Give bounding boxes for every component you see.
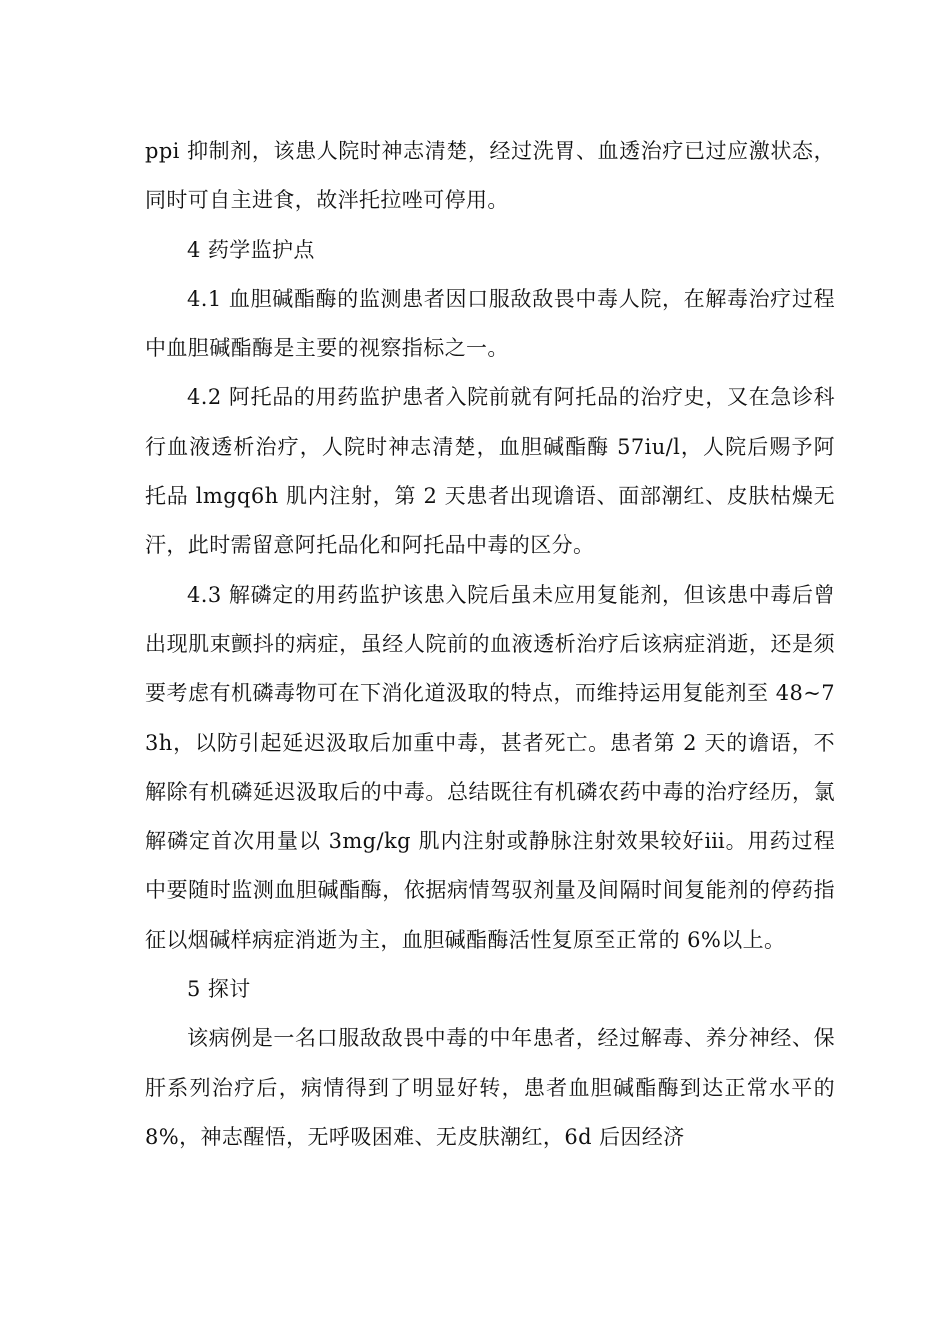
paragraph-atropine-monitoring: 4.2 阿托品的用药监护患者入院前就有阿托品的治疗史，又在急诊科行血液透析治疗，人院时神志清楚，血胆碱酯酶 57iu/l，人院后赐予阿托品 lmgq6h 肌内注射，第 2 天患者出现谵语、面部潮红、皮肤枯燥无汗，此时需留意阿托品化和阿托品中毒的区分。 [145, 385, 835, 558]
paragraph-pralidoxime-monitoring: 4.3 解磷定的用药监护该患入院后虽未应用复能剂，但该患中毒后曾出现肌束颤抖的病症，虽经人院前的血液透析治疗后该病症消逝，还是须要考虑有机磷毒物可在下消化道汲取的特点，而维持运用复能剂至 48~73h，以防引起延迟汲取后加重中毒，甚者死亡。患者第 2 天的谵语，不解除有机磷延迟汲取后的中毒。总结既往有机磷农药中毒的治疗经历，氯解磷定首次用量以 3mg/kg 肌内注射或静脉注射效果较好ⅲ。用药过程中要随时监测血胆碱酯酶，依据病情驾驭剂量及间隔时间复能剂的停药指征以烟碱样病症消逝为主，血胆碱酯酶活性复原至正常的 6%以上。 [145, 582, 835, 952]
heading-discussion: 5 探讨 [187, 977, 251, 1002]
heading-pharmacy-monitoring: 4 药学监护点 [187, 237, 315, 262]
paragraph-case-discussion: 该病例是一名口服敌敌畏中毒的中年患者，经过解毒、养分神经、保肝系列治疗后，病情得到了明显好转，患者血胆碱酯酶到达正常水平的 8%，神志醒悟，无呼吸困难、无皮肤潮红，6d 后因经济 [145, 1026, 835, 1149]
paragraph-ppi-inhibitor: ppi 抑制剂，该患人院时神志清楚，经过洗胃、血透治疗已过应激状态，同时可自主进食，故泮托拉唑可停用。 [145, 139, 835, 213]
paragraph-cholinesterase-monitoring: 4.1 血胆碱酯酶的监测患者因口服敌敌畏中毒人院，在解毒治疗过程中血胆碱酯酶是主要的视察指标之一。 [145, 286, 835, 361]
document-body [145, 127, 835, 1162]
